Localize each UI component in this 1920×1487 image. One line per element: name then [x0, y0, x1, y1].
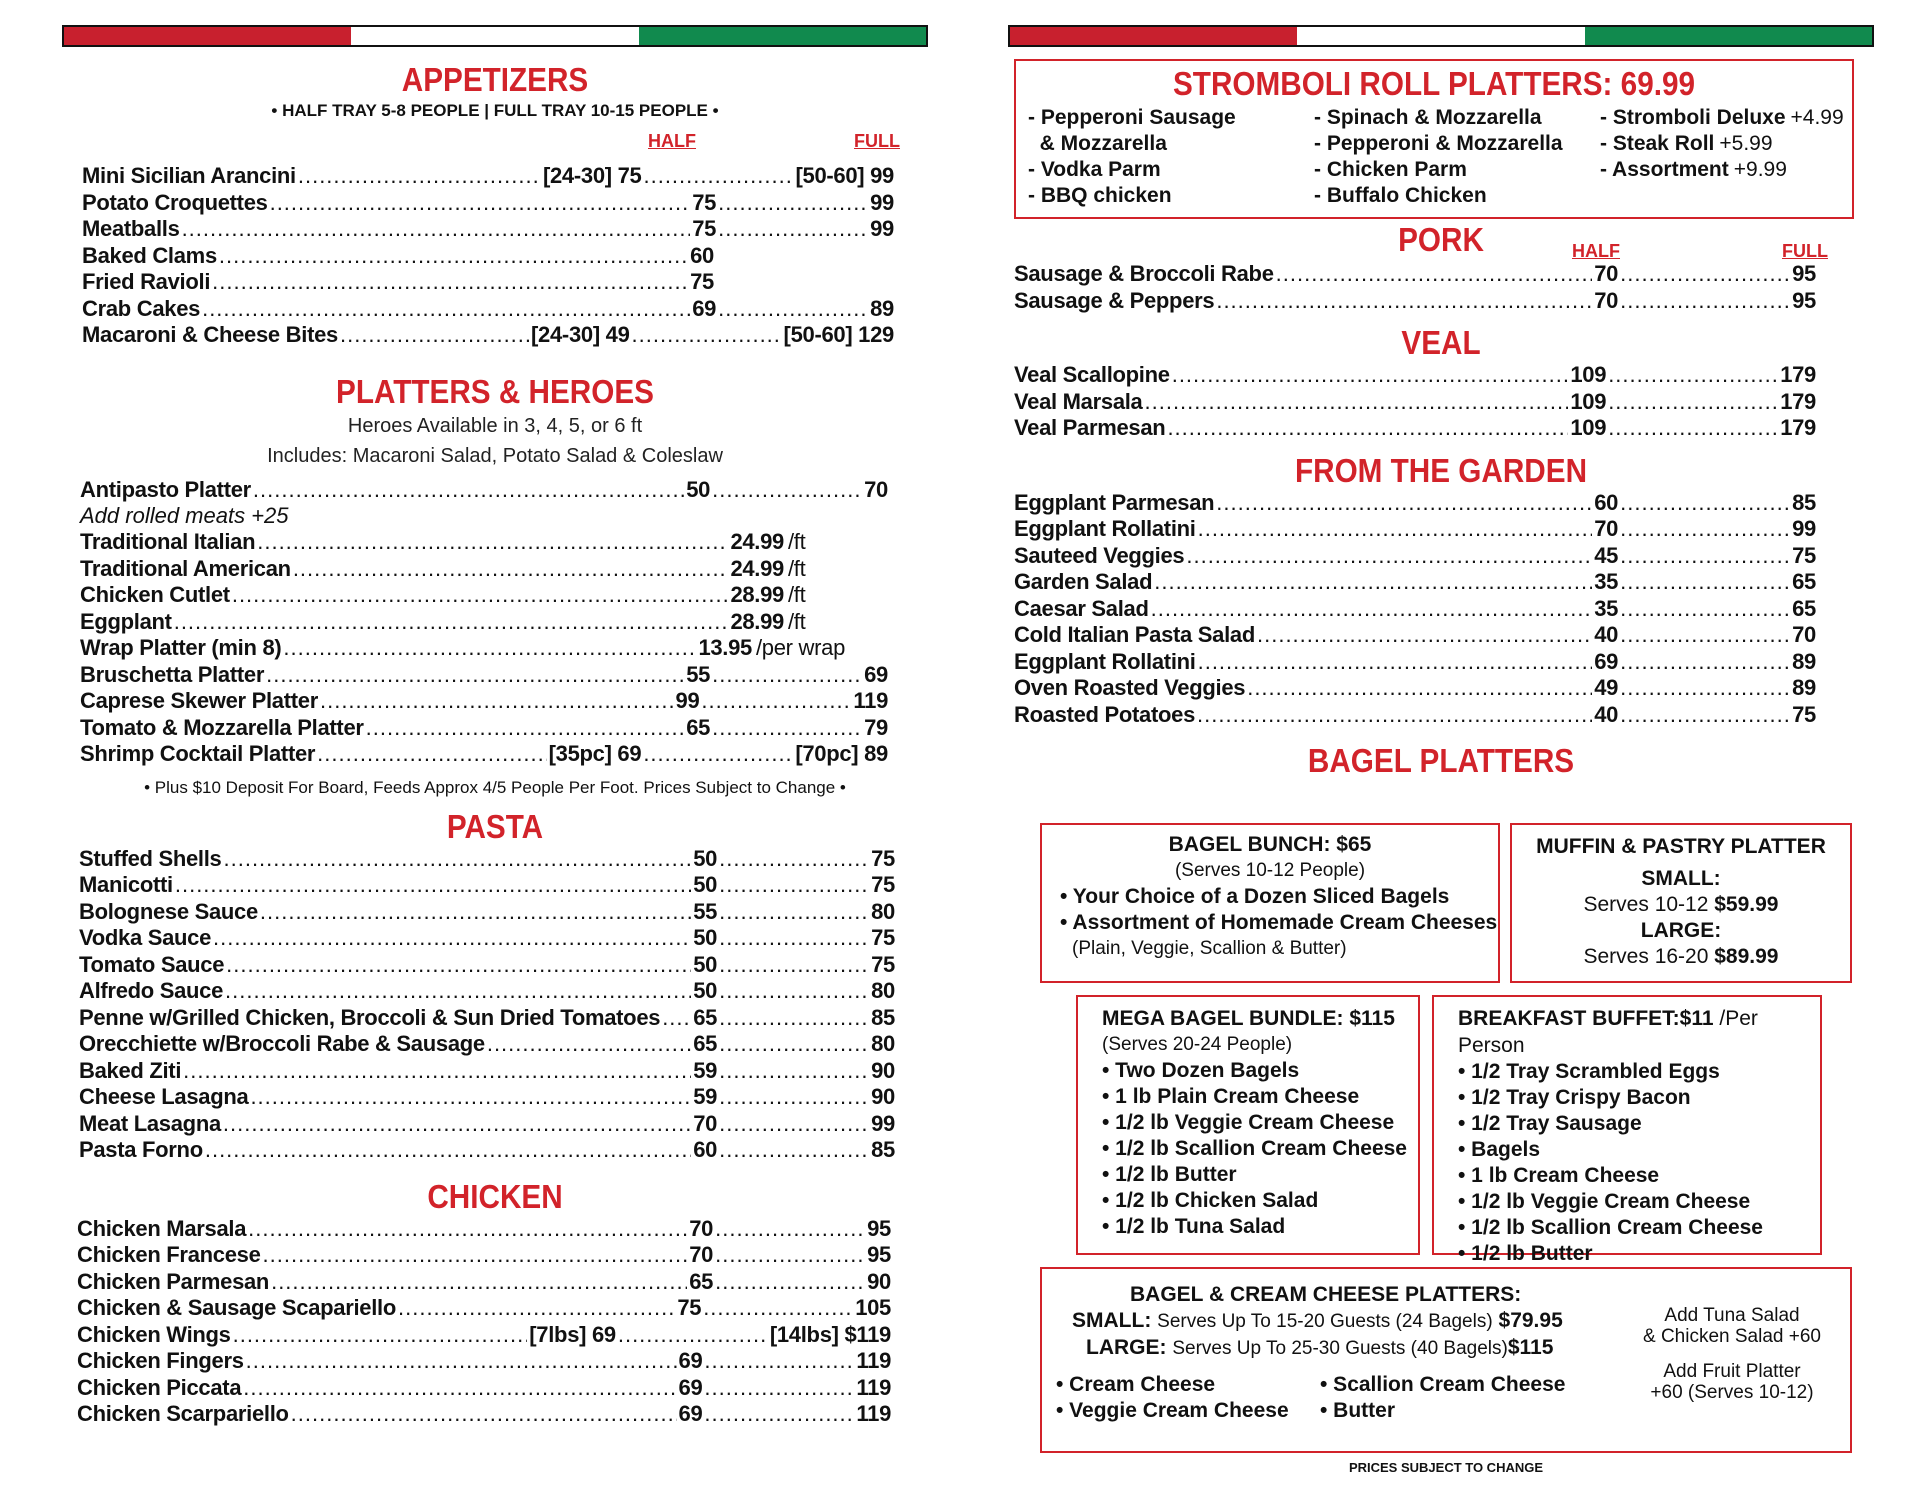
mega-serves: (Serves 20-24 People) [1102, 1034, 1293, 1055]
muffin-box [1510, 823, 1852, 983]
list-item: • 1/2 Tray Scrambled Eggs [1458, 1060, 1720, 1083]
list-item: Chicken Wings ..... [7lbs] 69 ..... [14lbs] $119 [77, 1322, 891, 1349]
platters-note-1: Heroes Available in 3, 4, 5, or 6 ft [347, 414, 643, 437]
list-item: Wrap Platter (min 8) ..... 13.95 /per wrap [80, 635, 850, 662]
list-item: • Your Choice of a Dozen Sliced Bagels [1060, 885, 1450, 908]
list-item: & Mozzarella [1028, 132, 1167, 155]
list-item: Traditional American ..... 24.99 /ft [80, 556, 824, 583]
list-item: Chicken Cutlet ..... 28.99 /ft [80, 582, 824, 609]
list-item: Veal Marsala ..... 109 ..... 179 [1014, 389, 1816, 416]
list-item: • 1/2 lb Scallion Cream Cheese [1102, 1137, 1407, 1160]
full-label: FULL [1782, 241, 1828, 261]
cream-cheese-box [1040, 1267, 1852, 1453]
list-item: Meatballs ..... 75 ..... 99 [82, 216, 894, 243]
stromboli-col-3 [1600, 105, 1844, 209]
appetizers-list [62, 163, 894, 349]
list-item: • Bagels [1458, 1138, 1541, 1161]
list-item: • 1 lb Plain Cream Cheese [1102, 1085, 1360, 1108]
mega-title: MEGA BAGEL BUNDLE: $115 [1102, 1007, 1395, 1030]
list-item: Eggplant Rollatini ..... 69 ..... 89 [1014, 649, 1816, 676]
breakfast-per: /Per Person [1458, 1007, 1758, 1057]
cream-large-label: LARGE: [1086, 1336, 1167, 1359]
list-item: Chicken Piccata ..... 69 ..... 119 [77, 1375, 891, 1402]
list-item: Sausage & Broccoli Rabe ..... 70 ..... 95 [1014, 261, 1816, 288]
list-item: Crab Cakes ..... 69 ..... 89 [82, 296, 894, 323]
list-item: Shrimp Cocktail Platter ..... [35pc] 69 ..... [70pc] 89 [80, 741, 888, 768]
list-item: Eggplant Rollatini ..... 70 ..... 99 [1014, 516, 1816, 543]
list-item: Cheese Lasagna ..... 59 ..... 90 [79, 1084, 895, 1111]
breakfast-title: BREAKFAST BUFFET:$11 [1458, 1007, 1714, 1030]
half-label: HALF [1572, 241, 1620, 261]
stromboli-col-2 [1314, 105, 1600, 209]
list-item: Vodka Sauce ..... 50 ..... 75 [79, 925, 895, 952]
list-item: Eggplant ..... 28.99 /ft [80, 609, 824, 636]
pork-title: PORK [1398, 221, 1484, 258]
list-item: Sauteed Veggies ..... 45 ..... 75 [1014, 543, 1816, 570]
cream-options-right: • Scallion Cream Cheese • Butter [1320, 1373, 1566, 1422]
list-item: • 1/2 Tray Sausage [1458, 1112, 1642, 1135]
list-item: Tomato & Mozzarella Platter ..... 65 ..... 79 [80, 715, 888, 742]
list-item: Manicotti ..... 50 ..... 75 [79, 872, 895, 899]
list-item: Sausage & Peppers ..... 70 ..... 95 [1014, 288, 1816, 315]
list-item: Chicken Marsala ..... 70 ..... 95 [77, 1216, 891, 1243]
platters-note-2: Includes: Macaroni Salad, Potato Salad & Coleslaw [267, 444, 723, 467]
list-item: Baked Ziti ..... 59 ..... 90 [79, 1058, 895, 1085]
list-item: Roasted Potatoes ..... 40 ..... 75 [1014, 702, 1816, 729]
veal-list [1008, 362, 1816, 442]
list-item: Pasta Forno ..... 60 ..... 85 [79, 1137, 895, 1164]
list-item: - BBQ chicken [1028, 184, 1172, 207]
mega-bagel-box [1076, 995, 1420, 1255]
pasta-list [62, 846, 895, 1164]
right-column [1008, 25, 1874, 780]
list-item: Antipasto Platter ..... 50 ..... 70 [80, 477, 888, 504]
muffin-title: MUFFIN & PASTRY PLATTER [1536, 835, 1826, 858]
list-item: Meat Lasagna ..... 70 ..... 99 [79, 1111, 895, 1138]
chicken-list [62, 1216, 891, 1428]
muffin-small-label: SMALL: [1641, 867, 1721, 890]
muffin-large-price: $89.99 [1714, 945, 1779, 968]
stromboli-box [1014, 59, 1854, 219]
list-item: - Chicken Parm [1314, 158, 1467, 181]
list-item: Mini Sicilian Arancini ..... [24-30] 75 ..... [50-60] 99 [82, 163, 894, 190]
left-column [62, 25, 928, 1428]
veal-title: VEAL [1401, 324, 1481, 361]
list-item: Chicken Fingers ..... 69 ..... 119 [77, 1348, 891, 1375]
list-item: Caesar Salad ..... 35 ..... 65 [1014, 596, 1816, 623]
bagel-bunch-title: BAGEL BUNCH: $65 [1168, 833, 1372, 856]
muffin-small-serves: Serves 10-12 [1583, 893, 1709, 916]
list-item: • 1/2 Tray Crispy Bacon [1458, 1086, 1691, 1109]
cream-small-label: SMALL: [1072, 1309, 1152, 1332]
prices-footer: PRICES SUBJECT TO CHANGE [1348, 1460, 1544, 1475]
addon-note: Add rolled meats +25 [80, 503, 289, 528]
list-item: Macaroni & Cheese Bites ..... [24-30] 49 ..... [50-60] 129 [82, 322, 894, 349]
list-item: Chicken Scarpariello ..... 69 ..... 119 [77, 1401, 891, 1428]
italian-flag-bar [1008, 25, 1874, 47]
pasta-title: PASTA [446, 807, 544, 845]
list-item: - Stromboli Deluxe +4.99 [1600, 106, 1844, 129]
platters-title: PLATTERS & HEROES [336, 372, 654, 410]
list-item: Stuffed Shells ..... 50 ..... 75 [79, 846, 895, 873]
list-item: • 1/2 lb Butter [1458, 1242, 1593, 1265]
list-item: Bruschetta Platter ..... 55 ..... 69 [80, 662, 888, 689]
pork-list [1008, 261, 1816, 314]
cream-options-left: • Cream Cheese • Veggie Cream Cheese [1056, 1373, 1289, 1422]
list-item: Bolognese Sauce ..... 55 ..... 80 [79, 899, 895, 926]
list-item: • Assortment of Homemade Cream Cheeses [1060, 911, 1498, 934]
list-item: Cold Italian Pasta Salad ..... 40 ..... 70 [1014, 622, 1816, 649]
bagel-bunch-box [1040, 823, 1500, 983]
list-item: • 1/2 lb Veggie Cream Cheese [1458, 1190, 1751, 1213]
bagel-title: BAGEL PLATTERS [1307, 742, 1575, 779]
list-item: Orecchiette w/Broccoli Rabe & Sausage ..... 65 ..... 80 [79, 1031, 895, 1058]
list-item: - Pepperoni & Mozzarella [1314, 132, 1563, 155]
list-item: Fried Ravioli ..... 75 [82, 269, 894, 296]
muffin-small-price: $59.99 [1714, 893, 1779, 916]
cream-large-text: Serves Up To 25-30 Guests (40 Bagels) [1172, 1338, 1508, 1359]
list-item: • 1/2 lb Butter [1102, 1163, 1237, 1186]
list-item: - Pepperoni Sausage [1028, 106, 1236, 129]
bagel-bunch-note: (Plain, Veggie, Scallion & Butter) [1072, 938, 1347, 959]
garden-list [1008, 490, 1816, 729]
list-item: - Buffalo Chicken [1314, 184, 1487, 207]
cream-title: BAGEL & CREAM CHEESE PLATTERS: [1130, 1283, 1522, 1306]
appetizers-title: APPETIZERS [401, 61, 589, 98]
stromboli-col-1 [1028, 105, 1314, 209]
bagel-bunch-serves: (Serves 10-12 People) [1174, 860, 1366, 881]
list-item: • 1/2 lb Chicken Salad [1102, 1189, 1319, 1212]
garden-title: FROM THE GARDEN [1294, 451, 1588, 489]
full-label: FULL [854, 131, 900, 151]
half-label: HALF [648, 131, 696, 151]
list-item: • 1/2 lb Tuna Salad [1102, 1215, 1286, 1238]
list-item: Penne w/Grilled Chicken, Broccoli & Sun Dried Tomatoes ..... 65 ..... 85 [79, 1005, 895, 1032]
list-item: Oven Roasted Veggies ..... 49 ..... 89 [1014, 675, 1816, 702]
italian-flag-bar [62, 25, 928, 47]
cream-small-text: Serves Up To 15-20 Guests (24 Bagels) [1157, 1311, 1493, 1332]
list-item: • 1/2 lb Veggie Cream Cheese [1102, 1111, 1395, 1134]
muffin-large-label: LARGE: [1640, 919, 1722, 942]
list-item: Baked Clams ..... 60 [82, 243, 894, 270]
list-item: • 1 lb Cream Cheese [1458, 1164, 1660, 1187]
chicken-title: CHICKEN [427, 1177, 563, 1215]
list-item: Potato Croquettes ..... 75 ..... 99 [82, 190, 894, 217]
cream-large-price: $115 [1507, 1336, 1554, 1359]
platters-footnote: • Plus $10 Deposit For Board, Feeds Approx 4/5 People Per Foot. Prices Subject to Change • [144, 777, 846, 797]
list-item: Chicken & Sausage Scapariello ..... 75 ..... 105 [77, 1295, 891, 1322]
muffin-large-serves: Serves 16-20 [1583, 945, 1709, 968]
cream-small-price: $79.95 [1498, 1309, 1563, 1332]
list-item: Alfredo Sauce ..... 50 ..... 80 [79, 978, 895, 1005]
list-item: Tomato Sauce ..... 50 ..... 75 [79, 952, 895, 979]
list-item: - Spinach & Mozzarella [1314, 106, 1542, 129]
list-item: Garden Salad ..... 35 ..... 65 [1014, 569, 1816, 596]
list-item: Chicken Parmesan ..... 65 ..... 90 [77, 1269, 891, 1296]
cream-addons: Add Tuna Salad & Chicken Salad +60 Add Fruit Platter +60 (Serves 10-12) [1643, 1305, 1821, 1403]
list-item: Veal Parmesan ..... 109 ..... 179 [1014, 415, 1816, 442]
breakfast-box [1432, 995, 1822, 1265]
list-item: - Assortment +9.99 [1600, 158, 1787, 181]
list-item: - Vodka Parm [1028, 158, 1161, 181]
appetizers-subtitle: • HALF TRAY 5-8 PEOPLE | FULL TRAY 10-15 PEOPLE • [271, 101, 719, 120]
list-item: Veal Scallopine ..... 109 ..... 179 [1014, 362, 1816, 389]
stromboli-title: STROMBOLI ROLL PLATTERS: 69.99 [1173, 65, 1695, 102]
list-item: • 1/2 lb Scallion Cream Cheese [1458, 1216, 1763, 1239]
list-item: - Steak Roll +5.99 [1600, 132, 1773, 155]
list-item: • Two Dozen Bagels [1102, 1059, 1300, 1082]
list-item: Chicken Francese ..... 70 ..... 95 [77, 1242, 891, 1269]
list-item: Eggplant Parmesan ..... 60 ..... 85 [1014, 490, 1816, 517]
list-item: Caprese Skewer Platter ..... 99 ..... 119 [80, 688, 888, 715]
list-item: Traditional Italian ..... 24.99 /ft [80, 529, 824, 556]
platters-list [62, 477, 888, 768]
